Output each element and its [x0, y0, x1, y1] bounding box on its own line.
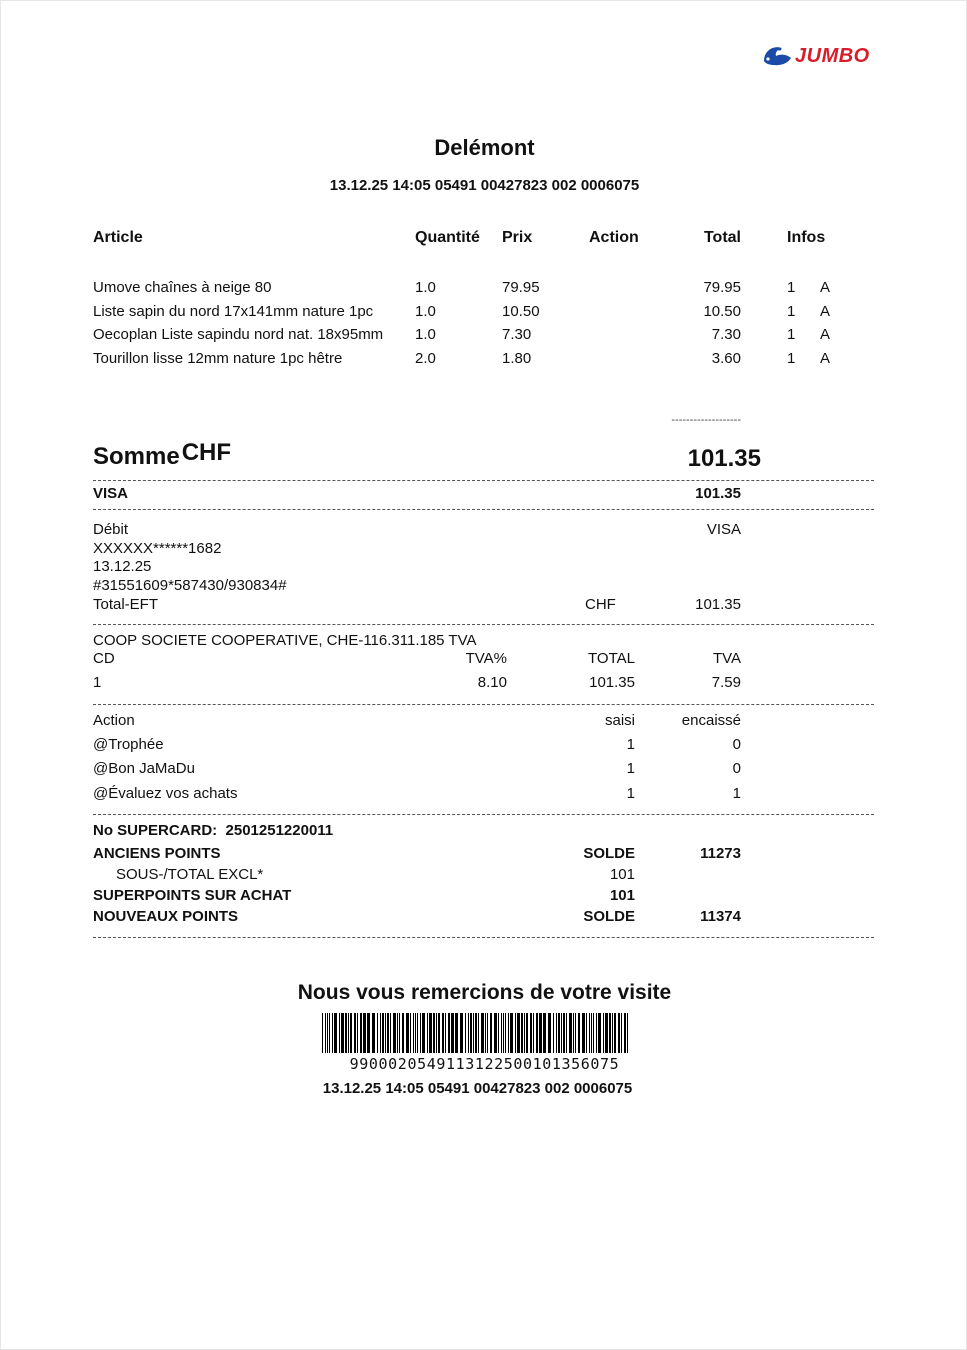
barcode-number: 9900020549113122500101356075	[349, 1055, 620, 1073]
eft-ref: #31551609*587430/930834#	[93, 577, 287, 594]
supercard-label: No SUPERCARD:	[93, 822, 218, 839]
eft-brand: VISA	[706, 521, 741, 538]
item-prix: 7.30	[502, 326, 532, 343]
subtotal-rule: -------------------	[671, 414, 741, 426]
item-info2: A	[820, 303, 831, 320]
action-saisi: 1	[626, 785, 635, 802]
item-qty: 2.0	[415, 350, 436, 367]
payment-amount: 101.35	[695, 485, 741, 502]
nouveaux-solde-label: SOLDE	[583, 908, 635, 925]
action-encaisse: 1	[732, 785, 741, 802]
supercard-line	[93, 822, 333, 839]
jumbo-bird-icon	[761, 41, 795, 71]
item-article: Umove chaînes à neige 80	[93, 279, 272, 296]
anciens-points-label: ANCIENS POINTS	[93, 845, 221, 862]
item-prix: 10.50	[502, 303, 540, 320]
col-total: Total	[703, 229, 741, 246]
somme-label-group	[93, 439, 232, 471]
superpoints-value: 101	[609, 887, 635, 904]
item-article: Oecoplan Liste sapindu nord nat. 18x95mm	[93, 326, 384, 343]
payment-method: VISA	[93, 485, 129, 502]
item-qty: 1.0	[415, 279, 436, 296]
sous-total-label: SOUS-/TOTAL EXCL*	[116, 866, 264, 883]
vat-total: 101.35	[589, 674, 635, 691]
item-qty: 1.0	[415, 326, 436, 343]
divider	[93, 937, 874, 938]
footer-transaction-line: 13.12.25 14:05 05491 00427823 002 0006075	[322, 1080, 633, 1097]
thank-you-message: Nous vous remercions de votre visite	[297, 981, 672, 1004]
item-info1: 1	[787, 303, 796, 320]
actions-header: Action	[93, 712, 135, 729]
divider	[93, 509, 874, 510]
item-total: 3.60	[711, 350, 741, 367]
nouveaux-points-label: NOUVEAUX POINTS	[93, 908, 239, 925]
supercard-number: 2501251220011	[225, 822, 334, 839]
store-city: Delémont	[434, 135, 535, 160]
somme-label: Somme	[93, 443, 180, 470]
sous-total-value: 101	[609, 866, 635, 883]
item-info2: A	[820, 279, 831, 296]
action-saisi: 1	[626, 760, 635, 777]
item-info2: A	[820, 350, 831, 367]
eft-date: 13.12.25	[93, 558, 152, 575]
eft-currency: CHF	[585, 596, 616, 613]
item-qty: 1.0	[415, 303, 436, 320]
anciens-solde-label: SOLDE	[583, 845, 635, 862]
nouveaux-points-value: 11374	[700, 908, 741, 925]
divider	[93, 704, 874, 705]
col-prix: Prix	[502, 229, 533, 246]
vat-header-total: TOTAL	[588, 650, 635, 667]
eft-amount: 101.35	[695, 596, 741, 613]
eft-label: Total-EFT	[93, 596, 159, 613]
item-total: 7.30	[711, 326, 741, 343]
eft-card: XXXXXX******1682	[93, 540, 222, 557]
anciens-points-value: 11273	[700, 845, 741, 862]
vat-header-rate: TVA%	[465, 650, 507, 667]
divider	[93, 814, 874, 815]
divider	[93, 624, 874, 625]
action-name: @Évaluez vos achats	[93, 785, 238, 802]
vat-header-cd: CD	[93, 650, 115, 667]
item-info1: 1	[787, 350, 796, 367]
vat-header-tva: TVA	[712, 650, 741, 667]
item-info1: 1	[787, 326, 796, 343]
item-info1: 1	[787, 279, 796, 296]
item-prix: 1.80	[502, 350, 532, 367]
jumbo-logo	[761, 41, 877, 73]
item-total: 10.50	[703, 303, 741, 320]
divider	[93, 480, 874, 481]
vat-amount: 7.59	[711, 674, 741, 691]
barcode	[322, 1013, 628, 1053]
action-encaisse: 0	[732, 736, 741, 753]
action-name: @Bon JaMaDu	[93, 760, 195, 777]
col-article: Article	[93, 229, 143, 246]
item-prix: 79.95	[502, 279, 540, 296]
somme-currency: CHF	[181, 439, 232, 466]
somme-total: 101.35	[687, 445, 761, 472]
item-total: 79.95	[703, 279, 741, 296]
action-name: @Trophée	[93, 736, 164, 753]
transaction-header: 13.12.25 14:05 05491 00427823 002 0006075	[329, 177, 640, 194]
item-info2: A	[820, 326, 831, 343]
superpoints-label: SUPERPOINTS SUR ACHAT	[93, 887, 292, 904]
vat-rate: 8.10	[477, 674, 507, 691]
actions-header-encaisse: encaissé	[681, 712, 741, 729]
item-article: Liste sapin du nord 17x141mm nature 1pc	[93, 303, 374, 320]
logo-wordmark: JUMBO	[795, 45, 870, 67]
eft-type: Débit	[93, 521, 129, 538]
col-quantite: Quantité	[415, 229, 480, 246]
item-article: Tourillon lisse 12mm nature 1pc hêtre	[93, 350, 343, 367]
vat-company: COOP SOCIETE COOPERATIVE, CHE-116.311.185 TVA	[93, 632, 477, 649]
vat-cd: 1	[93, 674, 102, 691]
col-infos: Infos	[787, 229, 826, 246]
action-encaisse: 0	[732, 760, 741, 777]
actions-header-saisi: saisi	[604, 712, 635, 729]
col-action: Action	[589, 229, 639, 246]
action-saisi: 1	[626, 736, 635, 753]
